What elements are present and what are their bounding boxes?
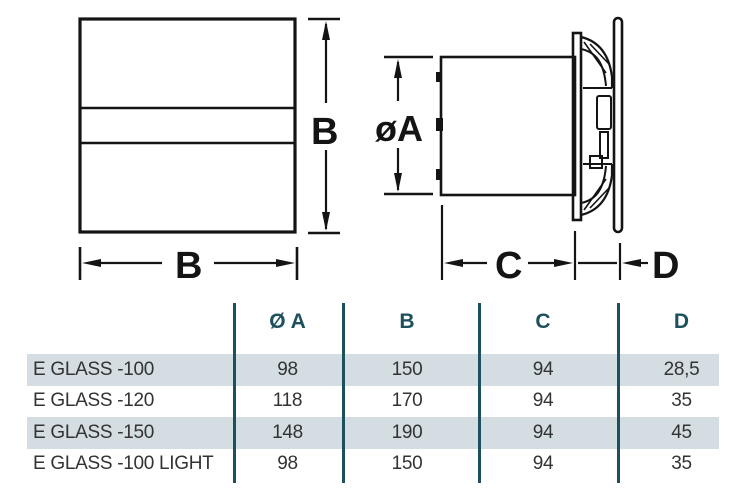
mounting-plate-outline: [573, 33, 581, 220]
duct-diameter-label: øA: [375, 108, 423, 149]
arrowhead-left-icon: [444, 259, 463, 267]
table-row: [27, 386, 719, 418]
front-panel-outline: [80, 19, 295, 232]
duct-clip-bottom: [436, 169, 442, 180]
value-diameter-a: 98: [277, 453, 298, 475]
value-c: 94: [532, 358, 554, 380]
front-view-drawing: [80, 19, 340, 287]
column-header-b: B: [399, 310, 415, 333]
column-header-diameter-a: Ø A: [269, 310, 306, 333]
motor-hub: [597, 96, 611, 129]
front-width-dimension: [80, 245, 297, 287]
value-c: 94: [532, 390, 554, 412]
column-divider: [233, 303, 236, 483]
value-c: 94: [532, 453, 554, 475]
column-header-model: [27, 300, 233, 354]
value-diameter-a: 148: [272, 421, 303, 443]
column-header-d: D: [673, 310, 690, 333]
arrowhead-left-icon: [622, 259, 641, 267]
glass-panel-outline: [614, 18, 622, 232]
motor-shaft: [600, 132, 608, 158]
table-row: [27, 417, 719, 449]
body-depth-label: C: [495, 245, 523, 287]
arrowhead-right-icon: [276, 259, 295, 267]
arrowhead-left-icon: [82, 259, 101, 267]
arrowhead-down-icon: [322, 212, 330, 231]
duct-diameter-dimension: [375, 57, 433, 194]
body-depth-dimension: [442, 205, 575, 287]
value-b: 190: [391, 421, 423, 443]
dimensions-table: [27, 300, 719, 484]
value-c: 94: [532, 421, 554, 443]
front-gap-label: D: [652, 245, 680, 287]
value-diameter-a: 98: [277, 358, 298, 380]
value-d: 35: [671, 453, 692, 475]
side-view-drawing: [375, 18, 679, 287]
column-divider: [478, 303, 481, 483]
value-b: 150: [391, 453, 423, 475]
column-divider: [617, 303, 620, 483]
duct-clip-top: [436, 72, 442, 82]
front-width-label: B: [175, 245, 203, 287]
column-header-c: C: [535, 310, 551, 333]
arrowhead-down-icon: [394, 173, 402, 192]
value-d: 35: [671, 390, 692, 412]
arrowhead-right-icon: [554, 259, 573, 267]
table-row: [27, 449, 719, 481]
value-d: 45: [671, 421, 692, 443]
model-name: E GLASS -150: [33, 421, 155, 443]
value-b: 170: [391, 390, 423, 412]
table-row: [27, 354, 719, 386]
arrowhead-up-icon: [322, 21, 330, 40]
model-name: E GLASS -100 LIGHT: [33, 453, 214, 475]
front-gap-dimension: [578, 243, 679, 287]
front-height-dimension: [308, 19, 340, 233]
column-divider: [342, 303, 345, 483]
model-name: E GLASS -100: [33, 358, 155, 380]
table-header-row: [27, 300, 719, 354]
value-d: 28,5: [663, 358, 700, 380]
model-name: E GLASS -120: [33, 390, 155, 412]
duct-body-outline: [441, 57, 575, 195]
arrowhead-up-icon: [394, 59, 402, 78]
fan-internals-profile: [581, 37, 612, 215]
front-height-label: B: [311, 111, 339, 153]
duct-clip-middle: [436, 118, 443, 131]
value-diameter-a: 118: [272, 390, 303, 412]
value-b: 150: [391, 358, 423, 380]
